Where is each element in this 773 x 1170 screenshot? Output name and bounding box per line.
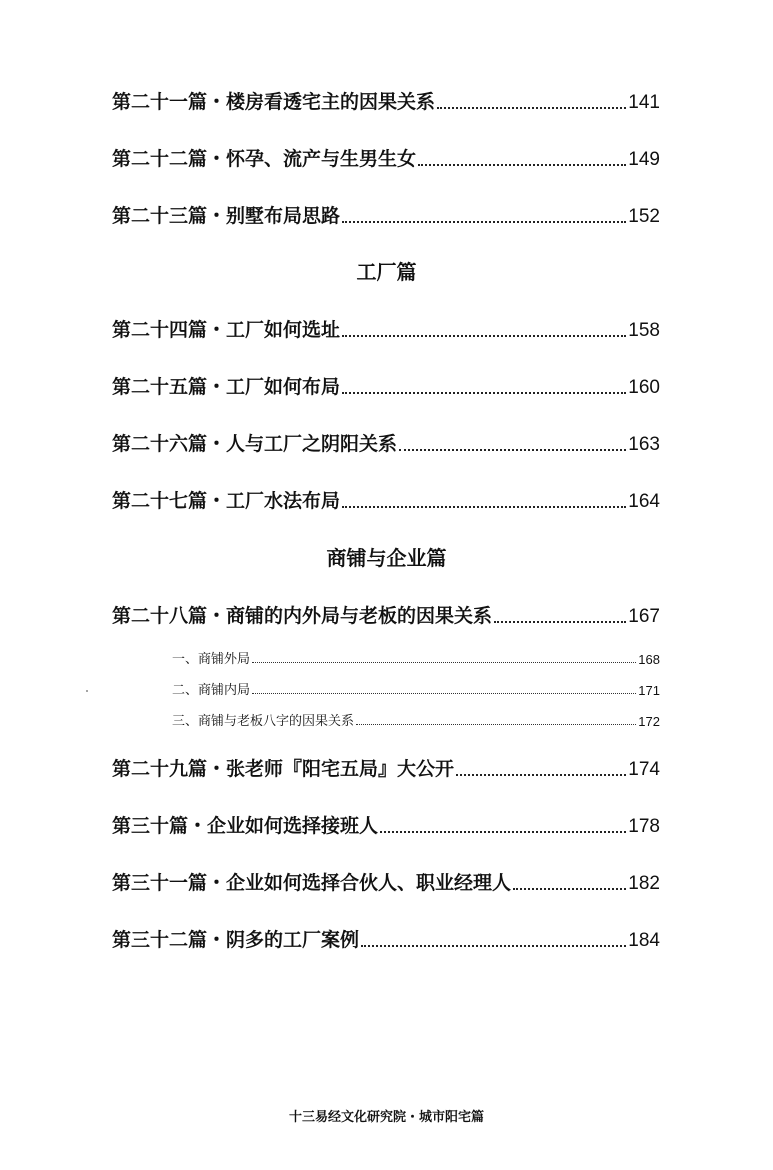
toc-entry-32[interactable] (112, 924, 660, 952)
toc-entry-title: 第二十七篇・工厂水法布局 (112, 490, 341, 512)
toc-entry-31[interactable] (112, 867, 660, 895)
toc-page-number: 152 (628, 206, 660, 227)
toc-page-number: 178 (628, 816, 660, 837)
dot-leader (361, 945, 626, 947)
toc-subentry-title: 三、商铺与老板八字的因果关系 (172, 714, 355, 729)
toc-subentry-28-1[interactable] (172, 647, 660, 667)
dot-leader (494, 621, 626, 623)
toc-page-number: 149 (628, 149, 660, 170)
dot-leader (252, 662, 636, 663)
toc-entry-22[interactable] (112, 143, 660, 171)
toc-subentry-title: 二、商铺内局 (172, 683, 251, 698)
toc-entry-title: 第二十五篇・工厂如何布局 (112, 376, 341, 398)
scan-speck (86, 690, 88, 692)
toc-entry-title: 第二十一篇・楼房看透宅主的因果关系 (112, 91, 436, 113)
toc-page-number: 160 (628, 377, 660, 398)
toc-entry-title: 第二十六篇・人与工厂之阴阳关系 (112, 433, 398, 455)
toc-page-number: 171 (638, 683, 660, 698)
dot-leader (399, 449, 626, 451)
toc-page-number: 163 (628, 434, 660, 455)
toc-entry-29[interactable] (112, 753, 660, 781)
section-heading-factory: 工厂篇 (356, 260, 417, 284)
toc-page-number: 168 (638, 652, 660, 667)
toc-entry-title: 第三十一篇・企业如何选择合伙人、职业经理人 (112, 872, 512, 894)
toc-page-number: 184 (628, 930, 660, 951)
dot-leader (456, 774, 626, 776)
toc-subentry-28-3[interactable] (172, 709, 660, 729)
toc-entry-21[interactable] (112, 86, 660, 114)
toc-entry-title: 第二十九篇・张老师『阳宅五局』大公开 (112, 758, 455, 780)
toc-entry-28[interactable] (112, 600, 660, 628)
toc-page-number: 182 (628, 873, 660, 894)
toc-entry-title: 第三十二篇・阴多的工厂案例 (112, 929, 360, 951)
toc-page-number: 158 (628, 320, 660, 341)
dot-leader (342, 392, 626, 394)
dot-leader (513, 888, 626, 890)
toc-entry-30[interactable] (112, 810, 660, 838)
toc-entry-title: 第三十篇・企业如何选择接班人 (112, 815, 379, 837)
toc-page-number: 172 (638, 714, 660, 729)
toc-entry-25[interactable] (112, 371, 660, 399)
dot-leader (252, 693, 636, 694)
dot-leader (437, 107, 626, 109)
toc-entry-24[interactable] (112, 314, 660, 342)
dot-leader (356, 724, 636, 725)
toc-page-number: 174 (628, 759, 660, 780)
dot-leader (342, 506, 626, 508)
toc-entry-title: 第二十二篇・怀孕、流产与生男生女 (112, 148, 417, 170)
dot-leader (380, 831, 626, 833)
page-footer: 十三易经文化研究院・城市阳宅篇 (288, 1110, 484, 1125)
toc-subentry-title: 一、商铺外局 (172, 652, 251, 667)
toc-entry-title: 第二十八篇・商铺的内外局与老板的因果关系 (112, 605, 493, 627)
dot-leader (418, 164, 626, 166)
toc-page-number: 167 (628, 606, 660, 627)
dot-leader (342, 221, 626, 223)
toc-subentry-28-2[interactable] (172, 678, 660, 698)
toc-page-number: 141 (628, 92, 660, 113)
toc-page-number: 164 (628, 491, 660, 512)
dot-leader (342, 335, 626, 337)
toc-entry-title: 第二十四篇・工厂如何选址 (112, 319, 341, 341)
toc-entry-26[interactable] (112, 428, 660, 456)
toc-entry-27[interactable] (112, 485, 660, 513)
toc-entry-title: 第二十三篇・别墅布局思路 (112, 205, 341, 227)
toc-entry-23[interactable] (112, 200, 660, 228)
section-heading-shop: 商铺与企业篇 (326, 546, 447, 570)
